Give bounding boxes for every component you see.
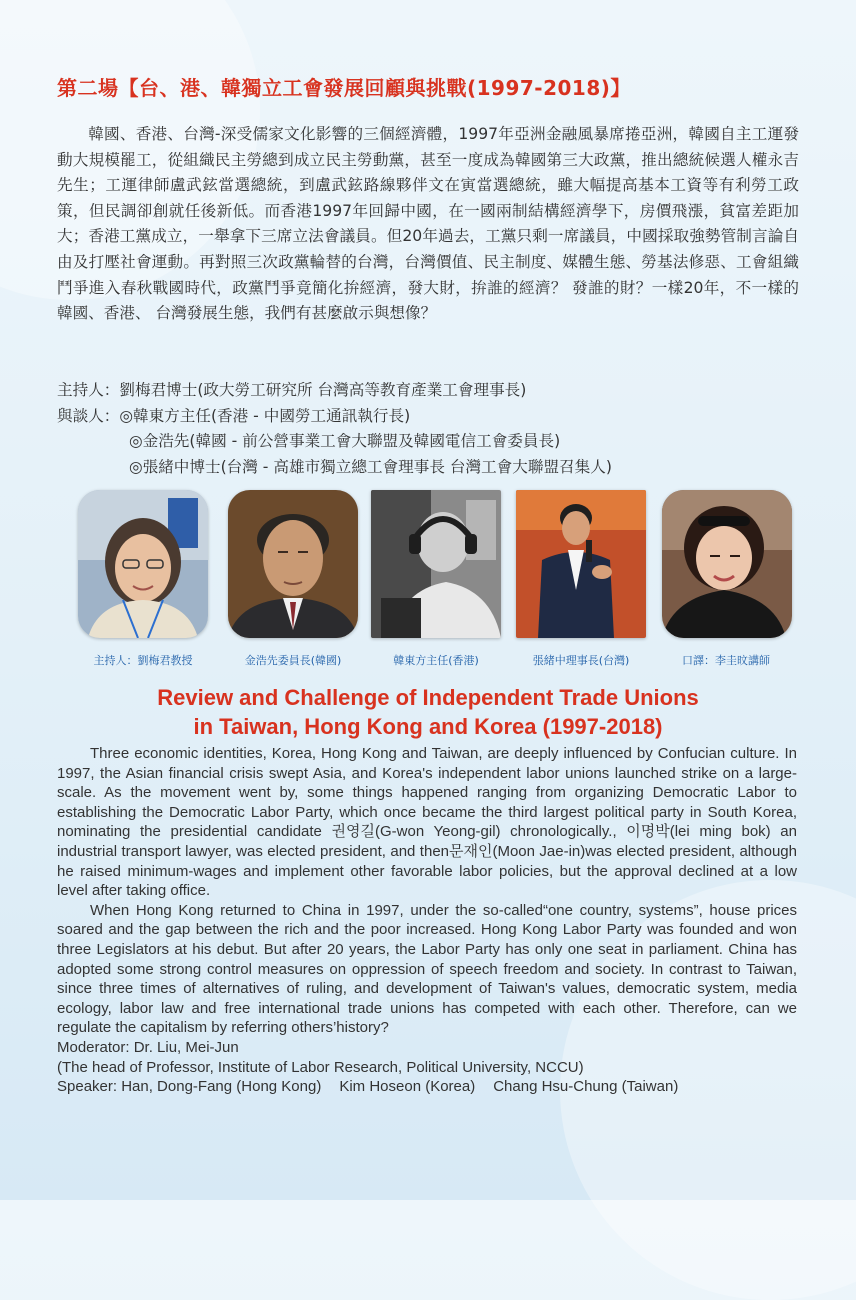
speaker-han: Speaker: Han, Dong-Fang (Hong Kong) <box>57 1078 322 1096</box>
english-paragraph-2: When Hong Kong returned to China in 1997, under the so-called“one country, systems”, house prices soared and the gap between the rich and the poor increased. Hong Kong Labor Party was founded and won three Legislators at his debut. But after 20 years, the Labor Party has only one seat in parliament. China has adopted some strong control measures on oppression of speech freedom and society. In contrast to Taiwan, since three times of alternatives of ruling, and development of Taiwan's values, democratic system, media ecology, labor law and free international trade unions has competed with each other. Therefore, can we regulate the capitalism by referring others’history? <box>57 901 797 1037</box>
speaker-chang: Chang Hsu-Chung (Taiwan) <box>493 1078 679 1096</box>
english-title-line-1: Review and Challenge of Independent Trade Unions <box>157 685 699 710</box>
chinese-participants <box>57 378 817 480</box>
photo-caption-host: 主持人：劉梅君教授 <box>93 654 193 667</box>
photo-caption-han: 韓東方主任(香港) <box>393 654 479 667</box>
photo-caption-interpreter: 口譯：李圭旼講師 <box>682 654 770 667</box>
english-description <box>57 744 797 1097</box>
speaker-line-3: ◎張緒中博士(台灣 - 高雄市獨立總工會理事長 台灣工會大聯盟召集人) <box>129 457 612 476</box>
speaker-line-1: 與談人：◎韓東方主任(香港 - 中國勞工通訊執行長) <box>57 406 411 425</box>
chinese-description: 韓國、香港、台灣-深受儒家文化影響的三個經濟體，1997年亞洲金融風暴席捲亞洲，韓國自主工運發動大規模罷工，從組織民主勞總到成立民主勞動黨，甚至一度成為韓國第三大政黨，推出總統候選人權永吉先生；工運律師盧武鉉當選總統，到盧武鉉路線夥伴文在寅當選總統，雖大幅提高基本工資等有利勞工政策，但民調卻創就任後新低。而香港1997年回歸中國，在一國兩制結構經濟學下，房價飛漲，貧富差距加大；香港工黨成立，一舉拿下三席立法會議員。但20年過去，工黨只剩一席議員，中國採取強勢管制言論自由及打壓社會運動。再對照三次政黨輪替的台灣，台灣價值、民主制度、媒體生態、勞基法修惡、工會組織鬥爭進入春秋戰國時代，政黨鬥爭竟簡化拚經濟，發大財，拚誰的經濟？ 發誰的財？一樣20年，不一樣的韓國、香港、 台灣發展生態，我們有甚麼啟示與想像？ <box>57 125 799 323</box>
photo-han-dongfang <box>371 490 501 638</box>
photo-chang-hsu-chung <box>516 490 646 638</box>
photo-kim-hoseon <box>228 490 358 638</box>
photo-caption-kim: 金浩先委員長(韓國) <box>244 654 342 667</box>
photo-caption-chang: 張緒中理事長(台灣) <box>532 654 630 667</box>
english-title-line-2: in Taiwan, Hong Kong and Korea (1997-2018) <box>193 714 663 739</box>
photo-interpreter <box>662 490 792 638</box>
photo-host <box>78 490 208 638</box>
moderator-line: Moderator: Dr. Liu, Mei-Jun <box>57 1038 239 1056</box>
moderator-title-line: (The head of Professor, Institute of Labor Research, Political University, NCCU) <box>57 1058 584 1076</box>
chinese-session-title: 第二場【台、港、韓獨立工會發展回顧與挑戰(1997-2018)】 <box>57 76 631 100</box>
english-session-title <box>0 683 856 741</box>
speakers-line <box>57 1077 797 1097</box>
english-paragraph-1: Three economic identities, Korea, Hong Kong and Taiwan, are deeply influenced by Confucian culture. In 1997, the Asian financial crisis swept Asia, and Korea's independent labor unions launched strike on a large-scale. As the movement went by, some things happened ranging from organizing Democratic Labor to establishing the Democratic Labor Party, which once became the third largest political party in South Korea, nominating the presidential candidate 권영길(G-won Yeong-gil) chronologically., 이명박(lei ming bok) an industrial transport lawyer, was elected president, and then문재인(Moon Jae-in)was elected president, although he raised minimum-wages and implement other favorable labor policies, but the approval declined at a low level after taking office. <box>57 745 797 900</box>
host-line: 主持人：劉梅君博士(政大勞工研究所 台灣高等教育產業工會理事長) <box>57 381 527 399</box>
speaker-photos <box>0 490 856 670</box>
speaker-line-2: ◎金浩先(韓國 - 前公營事業工會大聯盟及韓國電信工會委員長) <box>129 432 561 451</box>
speaker-kim: Kim Hoseon (Korea) <box>339 1078 476 1096</box>
